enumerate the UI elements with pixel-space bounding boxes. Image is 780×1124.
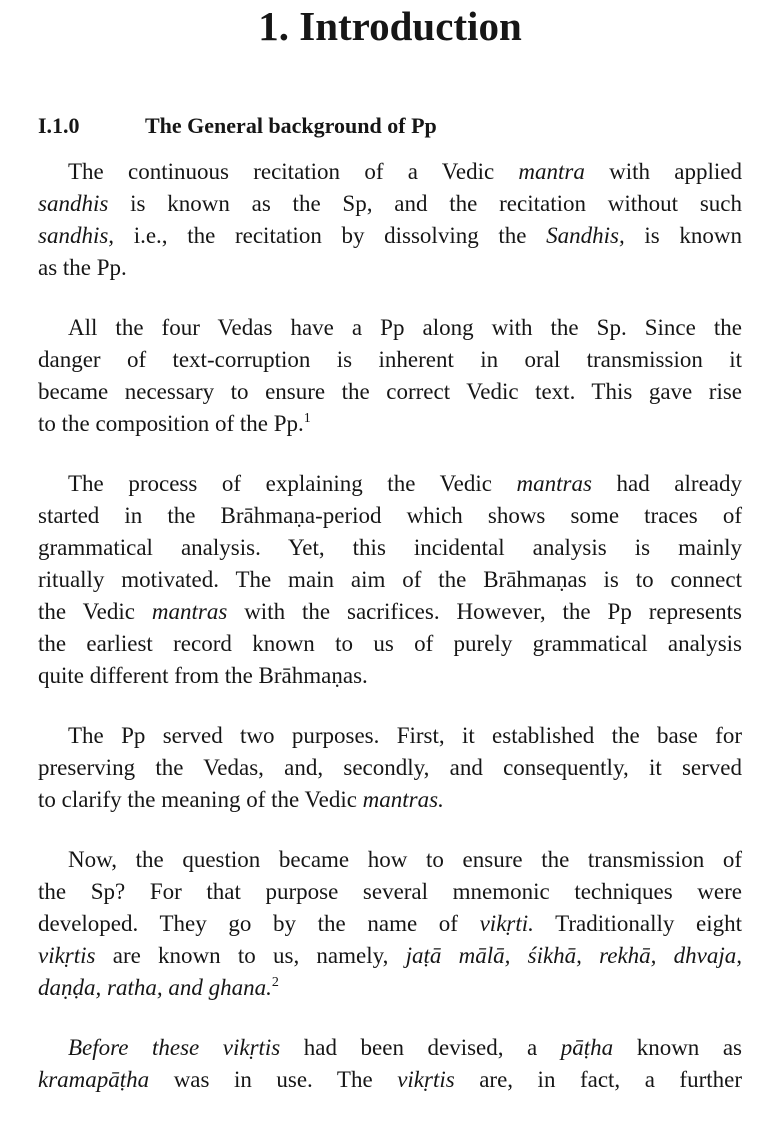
paragraph [38, 844, 742, 1004]
paragraph [38, 468, 742, 692]
text: had already [591, 471, 742, 496]
text-line [38, 220, 742, 252]
italic-text: mantras [516, 471, 592, 496]
text: The process of explaining the Vedic [68, 471, 517, 496]
text-line [38, 876, 742, 908]
text-line [38, 596, 742, 628]
text: All the four Vedas have a Pp along with the Sp. Since the [68, 315, 742, 340]
italic-text: sandhis, [38, 223, 115, 248]
section-heading [38, 113, 437, 139]
italic-text: mantras [151, 599, 228, 624]
italic-text: kramapāṭha [38, 1067, 150, 1092]
section-number: I.1.0 [38, 113, 80, 138]
text-line [38, 532, 742, 564]
text: as the Pp. [38, 255, 127, 280]
text-line [38, 252, 742, 284]
text: was in use. The [149, 1067, 398, 1092]
text: the earliest record known to us of purely grammatical analysis [38, 631, 742, 656]
italic-text: mantras. [362, 787, 444, 812]
text-line [38, 628, 742, 660]
text: are, in fact, a further [454, 1067, 742, 1092]
italic-text: mantra [518, 159, 585, 184]
section-title: The General background of Pp [145, 113, 437, 138]
text: is known [624, 223, 743, 248]
text: Traditionally eight [533, 911, 742, 936]
italic-text: vikṛtis [397, 1067, 455, 1092]
text-line [38, 156, 742, 188]
text: developed. They go by the name of [38, 911, 480, 936]
text-line [38, 468, 742, 500]
text-line [38, 344, 742, 376]
chapter-title: 1. Introduction [258, 3, 522, 49]
italic-text: pāṭha [560, 1035, 614, 1060]
text: to clarify the meaning of the Vedic [38, 787, 363, 812]
italic-text: Before these vikṛtis [68, 1035, 281, 1060]
text: with the sacrifices. However, the Pp represents [227, 599, 742, 624]
text: quite different from the Brāhmaṇas. [38, 663, 368, 688]
text: with applied [584, 159, 742, 184]
text-line [38, 720, 742, 752]
paragraph [38, 312, 742, 440]
text: The continuous recitation of a Vedic [68, 159, 519, 184]
text: is known as the Sp, and the recitation without such [108, 191, 742, 216]
italic-text: vikṛti. [479, 911, 534, 936]
text-line [38, 1064, 742, 1096]
body-text [38, 156, 742, 1124]
text: danger of text-corruption is inherent in oral transmission it [38, 347, 742, 372]
text-line [38, 312, 742, 344]
text-line [38, 752, 742, 784]
text: ritually motivated. The main aim of the Brāhmaṇas is to connect [38, 567, 742, 592]
text-line [38, 660, 742, 692]
italic-text: sandhis [38, 191, 109, 216]
text: The Pp served two purposes. First, it established the base for [68, 723, 742, 748]
paragraph [38, 720, 742, 816]
text-line [38, 844, 742, 876]
text: Now, the question became how to ensure the transmission of [68, 847, 742, 872]
text: the Vedic [38, 599, 152, 624]
text-line [38, 972, 742, 1004]
text: preserving the Vedas, and, secondly, and consequently, it served [38, 755, 742, 780]
text-line [38, 376, 742, 408]
italic-text: vikṛtis [38, 943, 96, 968]
footnote-ref: 2 [271, 975, 279, 990]
text-line [38, 500, 742, 532]
italic-text: Sandhis, [546, 223, 625, 248]
text: the Sp? For that purpose several mnemonic techniques were [38, 879, 742, 904]
text-line [38, 784, 742, 816]
text-line [38, 188, 742, 220]
text-line [38, 1032, 742, 1064]
text: started in the Brāhmaṇa-period which shows some traces of [38, 503, 742, 528]
italic-text: jaṭā mālā, śikhā, rekhā, dhvaja, [405, 943, 742, 968]
paragraph [38, 1032, 742, 1096]
text-line [38, 564, 742, 596]
text: became necessary to ensure the correct Vedic text. This gave rise [38, 379, 742, 404]
footnote-ref: 1 [303, 411, 311, 426]
text-line [38, 940, 742, 972]
text-line [38, 908, 742, 940]
italic-text: daṇḍa, ratha, and ghana. [38, 975, 272, 1000]
text: had been devised, a [280, 1035, 561, 1060]
text: are known to us, namely, [95, 943, 406, 968]
text: grammatical analysis. Yet, this incidental analysis is mainly [38, 535, 742, 560]
text-line [38, 408, 742, 440]
text: known as [613, 1035, 742, 1060]
paragraph [38, 156, 742, 284]
text: to the composition of the Pp. [38, 411, 304, 436]
text: i.e., the recitation by dissolving the [114, 223, 547, 248]
